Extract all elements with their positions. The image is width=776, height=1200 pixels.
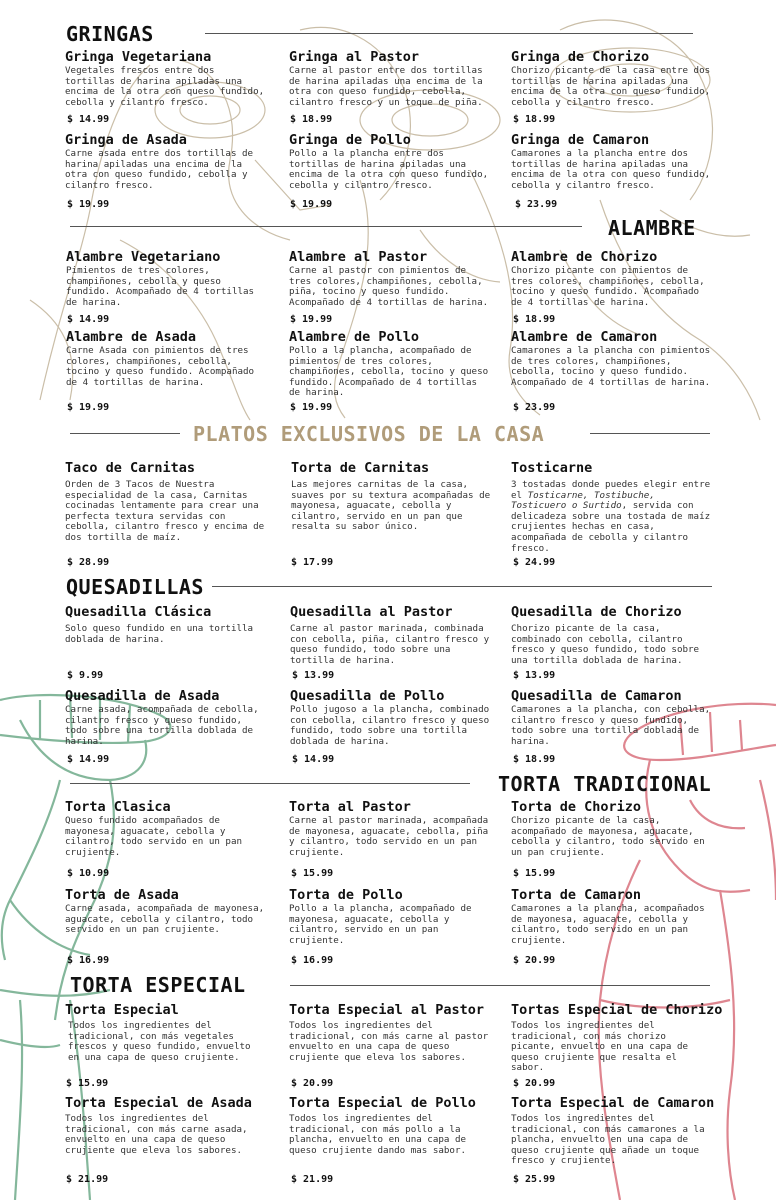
item-description: Pollo a la plancha, acompañado de mayonesa, aguacate, cebolla y cilantro, servido en un pan crujiente. [289,903,472,946]
item-price: $ 14.99 [67,754,110,765]
item-name: Quesadilla Clásica [65,604,212,620]
menu-item [511,329,711,388]
item-name: Tosticarne [511,460,593,476]
item-name: Quesadilla de Chorizo [511,604,682,620]
menu-item [290,604,490,666]
item-name: Torta al Pastor [289,799,411,815]
item-price: $ 14.99 [292,754,335,765]
divider [205,33,693,34]
section-title-platos: PLATOS EXCLUSIVOS DE LA CASA [193,422,545,446]
item-price: $ 14.99 [67,114,110,125]
item-price: $ 21.99 [66,1174,109,1185]
menu-item [511,688,711,747]
item-name: Alambre Vegetariano [66,249,221,265]
item-description: Camarones a la plancha entre dos tortillas de harina apiladas una encima de la otra con queso fundido, cebolla y cilantro fresco. [511,148,711,191]
item-description: Carne asada, acompañada de cebolla, cilantro fresco y queso fundido, todo sobre una tortilla doblada de harina. [65,704,259,747]
item-name: Gringa al Pastor [289,49,420,65]
item-description: Orden de 3 Tacos de Nuestra especialidad de la casa, Carnitas cocinadas lentamente para crear una perfecta textura servidas con cebolla, cilantro fresco y encima de dos tortilla de maíz. [65,479,265,543]
item-price: $ 16.99 [291,955,334,966]
item-price: $ 18.99 [513,314,556,325]
item-price: $ 9.99 [67,670,104,681]
item-name: Alambre de Asada [66,329,197,345]
item-name: Torta Especial de Camaron [511,1095,715,1111]
item-price: $ 17.99 [291,557,334,568]
item-name: Quesadilla de Asada [65,688,220,704]
menu-item [65,688,265,747]
desc-text: 3 tostadas donde puedes elegir entre el [511,479,711,501]
item-description: Todos los ingredientes del tradicional, con más pollo a la plancha, envuelto en una capa de queso crujiente dando mas sabor. [289,1113,467,1156]
item-description: Queso fundido acompañados de mayonesa, aguacate, cebolla y cilantro, todo servido en un pan crujiente. [65,815,243,858]
item-description: Carne asada, acompañada de mayonesa, aguacate, cebolla y cilantro, todo servido en un pan crujiente. [65,903,265,936]
item-price: $ 15.99 [291,868,334,879]
item-description: Solo queso fundido en una tortilla doblada de harina. [65,623,254,645]
item-description: Camarones a la plancha, con cebolla, cilantro fresco y queso fundido, todo sobre una tortilla doblada de harina. [511,704,711,747]
menu-item [289,49,489,108]
item-name: Alambre al Pastor [289,249,428,265]
item-name: Alambre de Chorizo [511,249,658,265]
item-price: $ 16.99 [67,955,110,966]
menu-item [511,249,711,308]
menu-item [511,1095,736,1167]
divider [212,586,712,587]
item-name: Quesadilla de Camaron [511,688,682,704]
menu-item [66,329,266,388]
menu-item [289,329,489,399]
item-price: $ 21.99 [291,1174,334,1185]
menu-item [511,49,711,108]
menu-item [65,799,265,858]
item-name: Torta de Carnitas [291,460,430,476]
item-description: Pollo a la plancha, acompañado de pimientos de tres colores, champiñones, cebolla, tocino y queso fundido. Acompañado de 4 tortillas de harina. [289,345,489,399]
item-description: Carne al pastor marinada, combinada con cebolla, piña, cilantro fresco y queso fundido, todo sobre una tortilla de harina. [290,623,490,666]
item-description: Carne al pastor entre dos tortillas de harina apiladas una encima de la otra con queso fundido, cebolla, cilantro fresco y un toque de piña. [289,65,483,108]
item-description: Todos los ingredientes del tradicional, con más camarones a la plancha, envuelto en una capa de queso crujiente que añade un toque fresco y crujiente. [511,1113,705,1167]
item-name: Quesadilla de Pollo [290,688,445,704]
menu-item [289,249,489,308]
item-description: Carne Asada con pimientos de tres colores, champiñones, cebolla, tocino y queso fundido. Acompañado de 4 tortillas de harina. [66,345,255,388]
item-description [511,480,711,554]
menu-item [290,688,490,747]
item-name: Gringa de Pollo [289,132,411,148]
item-price: $ 15.99 [513,868,556,879]
desc-text: , servida con delicadeza sobre una tostada de maíz crujientes hechas en casa, acompañada de cebolla y cilantro fresco. [511,500,711,554]
item-price: $ 19.99 [67,402,110,413]
item-price: $ 14.99 [67,314,110,325]
item-name: Quesadilla al Pastor [290,604,453,620]
item-price: $ 19.99 [67,199,110,210]
item-name: Torta de Camaron [511,887,642,903]
menu-item [65,887,265,936]
section-title-alambre: ALAMBRE [608,216,696,240]
menu-item [289,132,489,191]
divider [70,226,582,227]
item-price: $ 23.99 [513,402,556,413]
desc-option: Tosticarne, [527,489,589,501]
menu-item [511,132,711,191]
item-name: Torta Especial de Pollo [289,1095,476,1111]
menu-item [65,460,265,544]
item-price: $ 19.99 [290,402,333,413]
menu-item [289,1095,499,1156]
item-description: Chorizo picante de la casa, acompañado de mayonesa, aguacate, cebolla y cilantro, todo servido en un pan crujiente. [511,815,705,858]
item-name: Gringa de Camaron [511,132,650,148]
divider [590,433,710,434]
item-description: Carne al pastor con pimientos de tres colores, champiñones, cebolla, piña, tocino y queso fundido. Acompañado de 4 tortillas de harina. [289,265,489,308]
item-name: Torta Clasica [65,799,171,815]
menu-item [65,49,265,108]
item-name: Torta Especial de Asada [65,1095,252,1111]
item-name: Torta de Pollo [289,887,403,903]
item-description: Todos los ingredientes del tradicional, con más chorizo picante, envuelto en una capa de queso crujiente que resalta el sabor. [511,1020,689,1074]
item-description: Pimientos de tres colores, champiñones, cebolla y queso fundido. Acompañado de 4 tortillas de harina. [66,265,255,308]
item-description: Vegetales frescos entre dos tortillas de harina apiladas una encima de la otra con queso fundido, cebolla y cilantro fresco. [65,65,265,108]
item-description: Chorizo picante de la casa, combinado con cebolla, cilantro fresco y queso fundido, todo sobre una tortilla doblada de harina. [511,623,700,666]
menu-item [66,249,266,308]
menu-item [65,604,265,645]
item-price: $ 19.99 [290,314,333,325]
item-description: Carne asada entre dos tortillas de harina apiladas una encima de la otra con queso fundido, cebolla y cilantro fresco. [65,148,254,191]
item-name: Tortas Especial de Chorizo [511,1002,723,1018]
item-description: Camarones a la plancha con pimientos de tres colores, champiñones, cebolla, tocino y queso fundido. Acompañado de 4 tortillas de harina. [511,345,711,388]
item-description: Chorizo picante de la casa entre dos tortillas de harina apiladas una encima de la otra con queso fundido, cebolla y cilantro fresco. [511,65,711,108]
menu-item [511,887,711,946]
item-price: $ 20.99 [513,1078,556,1089]
section-title-torta-tradicional: TORTA TRADICIONAL [498,772,712,796]
item-name: Gringa Vegetariana [65,49,212,65]
item-name: Torta de Asada [65,887,179,903]
item-description: Chorizo picante con pimientos de tres colores, champiñones, cebolla, tocino y queso fundido. Acompañado de 4 tortillas de harina. [511,265,705,308]
item-description: Camarones a la plancha, acompañados de mayonesa, aguacate, cebolla y cilantro, todo servido en un pan crujiente. [511,903,705,946]
item-name: Torta de Chorizo [511,799,642,815]
item-description: Las mejores carnitas de la casa, suaves por su textura acompañadas de mayonesa, aguacate, cebolla y cilantro, servido en un pan que resalta su sabor único. [291,479,491,533]
item-price: $ 20.99 [291,1078,334,1089]
menu-item [289,1002,499,1063]
divider [70,783,470,784]
item-price: $ 13.99 [513,670,556,681]
menu-item [65,1095,275,1156]
menu-item [289,799,489,858]
item-name: Torta Especial al Pastor [289,1002,485,1018]
item-price: $ 15.99 [66,1078,109,1089]
item-description: Todos los ingredientes del tradicional, con más carne al pastor envuelto en una capa de queso crujiente que eleva los sabores. [289,1020,489,1063]
item-price: $ 18.99 [513,754,556,765]
item-price: $ 19.99 [290,199,333,210]
item-price: $ 23.99 [515,199,558,210]
item-description: Carne al pastor marinada, acompañada de mayonesa, aguacate, cebolla, piña y cilantro, todo servido en un pan crujiente. [289,815,489,858]
menu-item [65,1002,265,1063]
desc-option: Tostibuche, Tosticuero o Surtido [511,489,655,512]
item-price: $ 10.99 [67,868,110,879]
item-description: Todos los ingredientes del tradicional, con más vegetales frescos y queso fundido, envuelto en una capa de queso crujiente. [68,1020,251,1063]
section-title-quesadillas: QUESADILLAS [66,575,204,599]
section-title-torta-especial: TORTA ESPECIAL [70,973,246,997]
item-price: $ 18.99 [290,114,333,125]
menu-item [511,1002,736,1074]
item-name: Gringa de Asada [65,132,187,148]
menu-item [511,460,711,554]
item-price: $ 13.99 [292,670,335,681]
item-name: Alambre de Camaron [511,329,658,345]
item-price: $ 18.99 [513,114,556,125]
item-name: Taco de Carnitas [65,460,196,476]
item-price: $ 24.99 [513,557,556,568]
section-title-gringas: GRINGAS [66,22,154,46]
item-price: $ 20.99 [513,955,556,966]
divider [70,433,180,434]
item-description: Todos los ingredientes del tradicional, con más carne asada, envuelto en una capa de queso crujiente que eleva los sabores. [65,1113,248,1156]
item-price: $ 25.99 [513,1174,556,1185]
item-price: $ 28.99 [67,557,110,568]
menu-item [511,799,711,858]
menu-item [291,460,491,533]
item-name: Alambre de Pollo [289,329,420,345]
item-description: Pollo a la plancha entre dos tortillas de harina apiladas una encima de la otra con queso fundido, cebolla y cilantro fresco. [289,148,489,191]
menu-item [511,604,711,666]
item-name: Gringa de Chorizo [511,49,650,65]
menu-item [65,132,265,191]
item-name: Torta Especial [65,1002,179,1018]
menu-item [289,887,489,946]
divider [290,985,710,986]
item-description: Pollo jugoso a la plancha, combinado con cebolla, cilantro fresco y queso fundido, todo sobre una tortilla doblada de harina. [290,704,490,747]
